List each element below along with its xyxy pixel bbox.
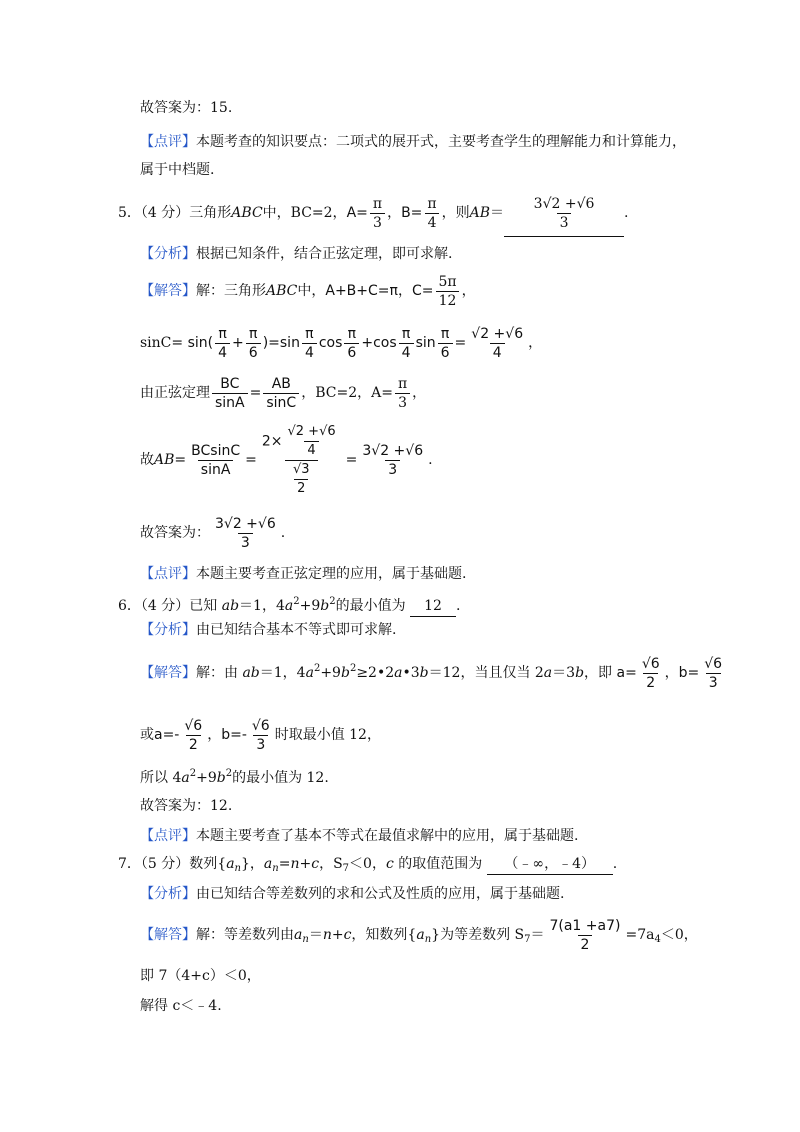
solution-line-3: 解得 c＜﹣4. (140, 998, 222, 1014)
solution-line-3: 由正弦定理 $\frac{BC}{\sin A}$ = $\frac{AB}{\sin C}$ ，BC=2，A= $\frac{\pi}{3}$ ， (140, 375, 427, 411)
question-6: 6．（4 分）已知 ab＝1，$4a^2+9b^2$的最小值为 12 . (118, 592, 461, 617)
solution-line-1: 【解答】解：三角形ABC中，A+B+C=π，C= $\frac{5\pi}{12}$ ， (140, 273, 476, 309)
review-tag: 【点评】 (140, 134, 196, 150)
solution-line-2: sinC= sin( $\frac{\pi}{4}$ + $\frac{\pi}{6}$ )=sin $\frac{\pi}{4}$ cos $\frac{\pi}{6}$ +cos $\frac{\pi}{4}$ sin $\frac{\pi}{6}$ = $\frac{√2 +√6}{4}$ ， (140, 325, 543, 361)
answer-line: 故答案为：15. (140, 100, 233, 116)
review-line: 【点评】本题主要考查了基本不等式在最值求解中的应用，属于基础题. (140, 828, 579, 844)
review-line: 【点评】本题考查的知识要点：二项式的展开式，主要考查学生的理解能力和计算能力， (140, 134, 686, 150)
answer-blank: （﹣∞，﹣4） (487, 854, 613, 875)
final-answer-5: 故答案为： $\frac{3√2 +√6}{3}$ . (140, 515, 286, 551)
fraction: $\frac{\pi}{3}$ (370, 195, 385, 232)
solution-line-1: 【解答】解：等差数列由$a_n=n+c$，知数列$\{a_n\}$为等差数列 $S_7=$ $\frac{7(a1 +a7)}{2}$ $=7a_4<0$， (140, 917, 698, 953)
solution-line-2: 即 7（4+c）＜0， (140, 968, 261, 984)
final-answer-6: 故答案为：12. (140, 798, 233, 814)
solution-line-1: 【解答】解：由 ab＝1，$4a^2+9b^2\ge 2•2a•3b=12$，当且仅当 2a＝3b，即 a= $\frac{√6}{2}$ ，b= $\frac{√6}{3}$ (140, 655, 723, 691)
analysis-line: 【分析】由已知结合等差数列的求和公式及性质的应用，属于基础题. (140, 886, 565, 902)
analysis-line: 【分析】由已知结合基本不等式即可求解. (140, 622, 397, 638)
review-line: 【点评】本题主要考查正弦定理的应用，属于基础题. (140, 566, 467, 582)
fraction: $\frac{\pi}{4}$ (424, 195, 439, 232)
analysis-line: 【分析】根据已知条件，结合正弦定理，即可求解. (140, 246, 453, 262)
solution-line-4: 故AB= $\frac{BCsinC}{\sin A}$ = 2× $\frac{√2 +√6}{4}$ $\frac{√3}{2}$ = $\frac{3√2 +√6}{3}$ . (140, 423, 433, 496)
solution-line-3: 所以 $4a^2+9b^2$的最小值为 12. (140, 768, 329, 786)
question-7: 7．（5 分）数列$\{a_n\}$，$a_n=n+c$，$S_7<0$，c 的取值范围为 （﹣∞，﹣4） . (118, 856, 618, 874)
review-line-2: 属于中档题. (140, 162, 215, 178)
question-5: 5．（4 分）三角形ABC中，BC=2，A= $\frac{\pi}{3}$ ，B= $\frac{\pi}{4}$ ，则AB＝ $\frac{3√2 +√6}{3}$ . (118, 190, 628, 237)
answer-blank: 12 (410, 596, 456, 617)
solution-line-2: 或a=- $\frac{√6}{2}$ ，b=- $\frac{√6}{3}$ 时取最小值 12， (140, 717, 381, 753)
answer-blank: $\frac{3√2 +√6}{3}$ (504, 190, 624, 237)
